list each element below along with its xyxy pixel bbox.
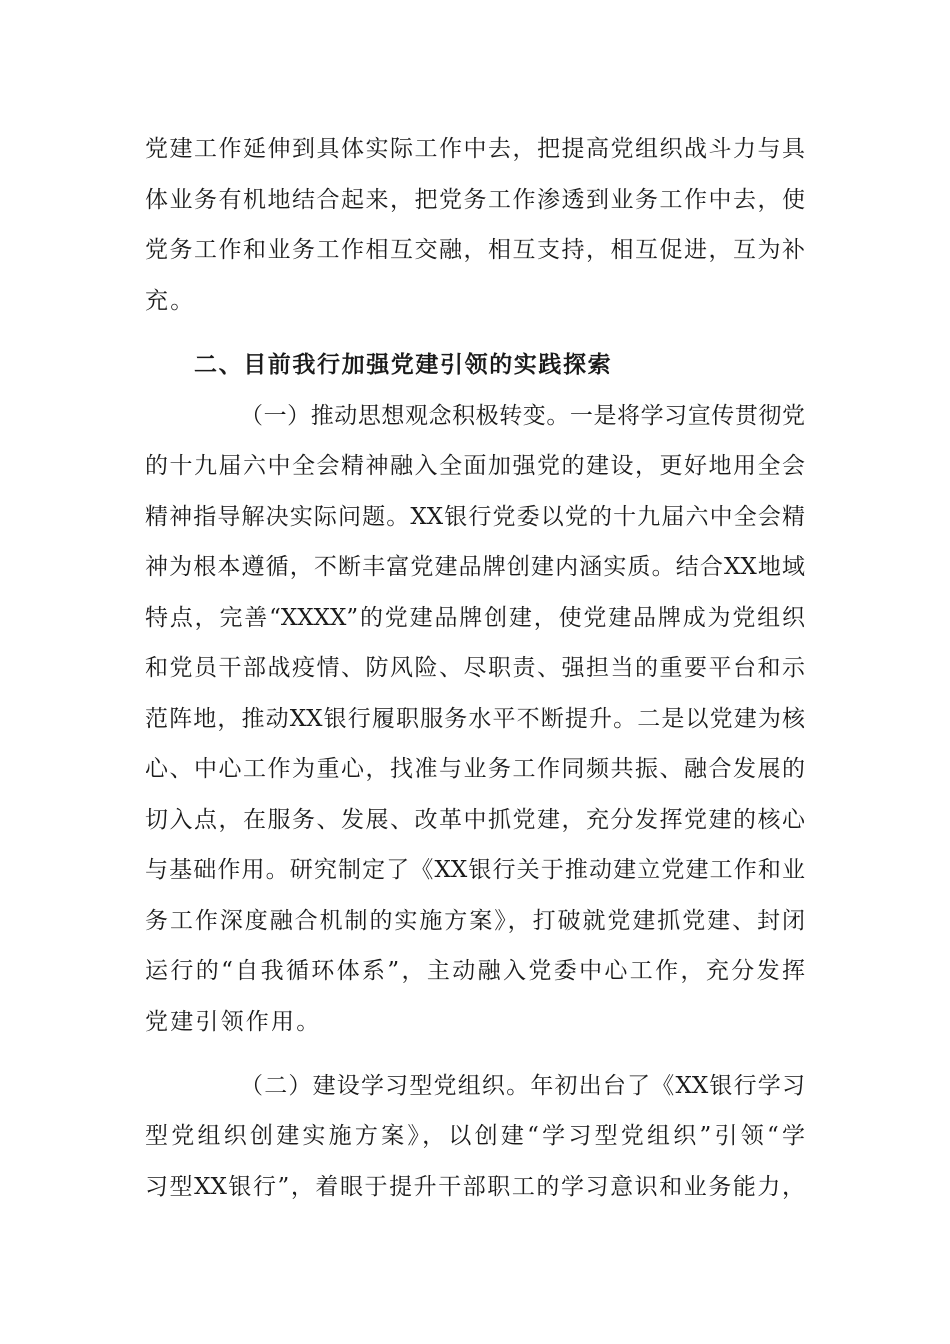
paragraph-line: 特点，完善“XXXX”的党建品牌创建，使党建品牌成为党组织 [145, 605, 805, 631]
paragraph-line: 神为根本遵循，不断丰富党建品牌创建内涵实质。结合XX地域 [145, 554, 805, 580]
paragraph-line: 范阵地，推动XX银行履职服务水平不断提升。二是以党建为核 [145, 706, 805, 732]
paragraph-line: 精神指导解决实际问题。XX银行党委以党的十九届六中全会精 [145, 504, 805, 530]
paragraph-line: 党建工作延伸到具体实际工作中去，把提高党组织战斗力与具 [145, 136, 805, 162]
paragraph-line: 务工作深度融合机制的实施方案》，打破就党建抓党建、封闭 [145, 908, 805, 934]
paragraph-line: 运行的“自我循环体系”，主动融入党委中心工作，充分发挥 [145, 958, 805, 984]
paragraph-line: 与基础作用。研究制定了《XX银行关于推动建立党建工作和业 [145, 857, 805, 883]
paragraph-line: 体业务有机地结合起来，把党务工作渗透到业务工作中去，使 [145, 187, 805, 213]
paragraph-line: 习型XX银行”，着眼于提升干部职工的学习意识和业务能力， [145, 1174, 805, 1200]
paragraph-line: 切入点，在服务、发展、改革中抓党建，充分发挥党建的核心 [145, 807, 805, 833]
paragraph-line: 的十九届六中全会精神融入全面加强党的建设，更好地用全会 [145, 453, 805, 479]
paragraph-line: 型党组织创建实施方案》，以创建“学习型党组织”引领“学 [145, 1123, 805, 1149]
paragraph-line: 党务工作和业务工作相互交融，相互支持，相互促进，互为补 [145, 237, 805, 263]
paragraph-line: 心、中心工作为重心，找准与业务工作同频共振、融合发展的 [145, 756, 805, 782]
paragraph-line: （二）建设学习型党组织。年初出台了《XX银行学习 [240, 1073, 805, 1099]
paragraph-line: 充。 [145, 288, 196, 314]
paragraph-line: （一）推动思想观念积极转变。一是将学习宣传贯彻党 [240, 403, 805, 429]
paragraph-line: 党建引领作用。 [145, 1009, 322, 1035]
paragraph-line: 和党员干部战疫情、防风险、尽职责、强担当的重要平台和示 [145, 655, 805, 681]
section-heading: 二、目前我行加强党建引领的实践探索 [194, 352, 613, 378]
